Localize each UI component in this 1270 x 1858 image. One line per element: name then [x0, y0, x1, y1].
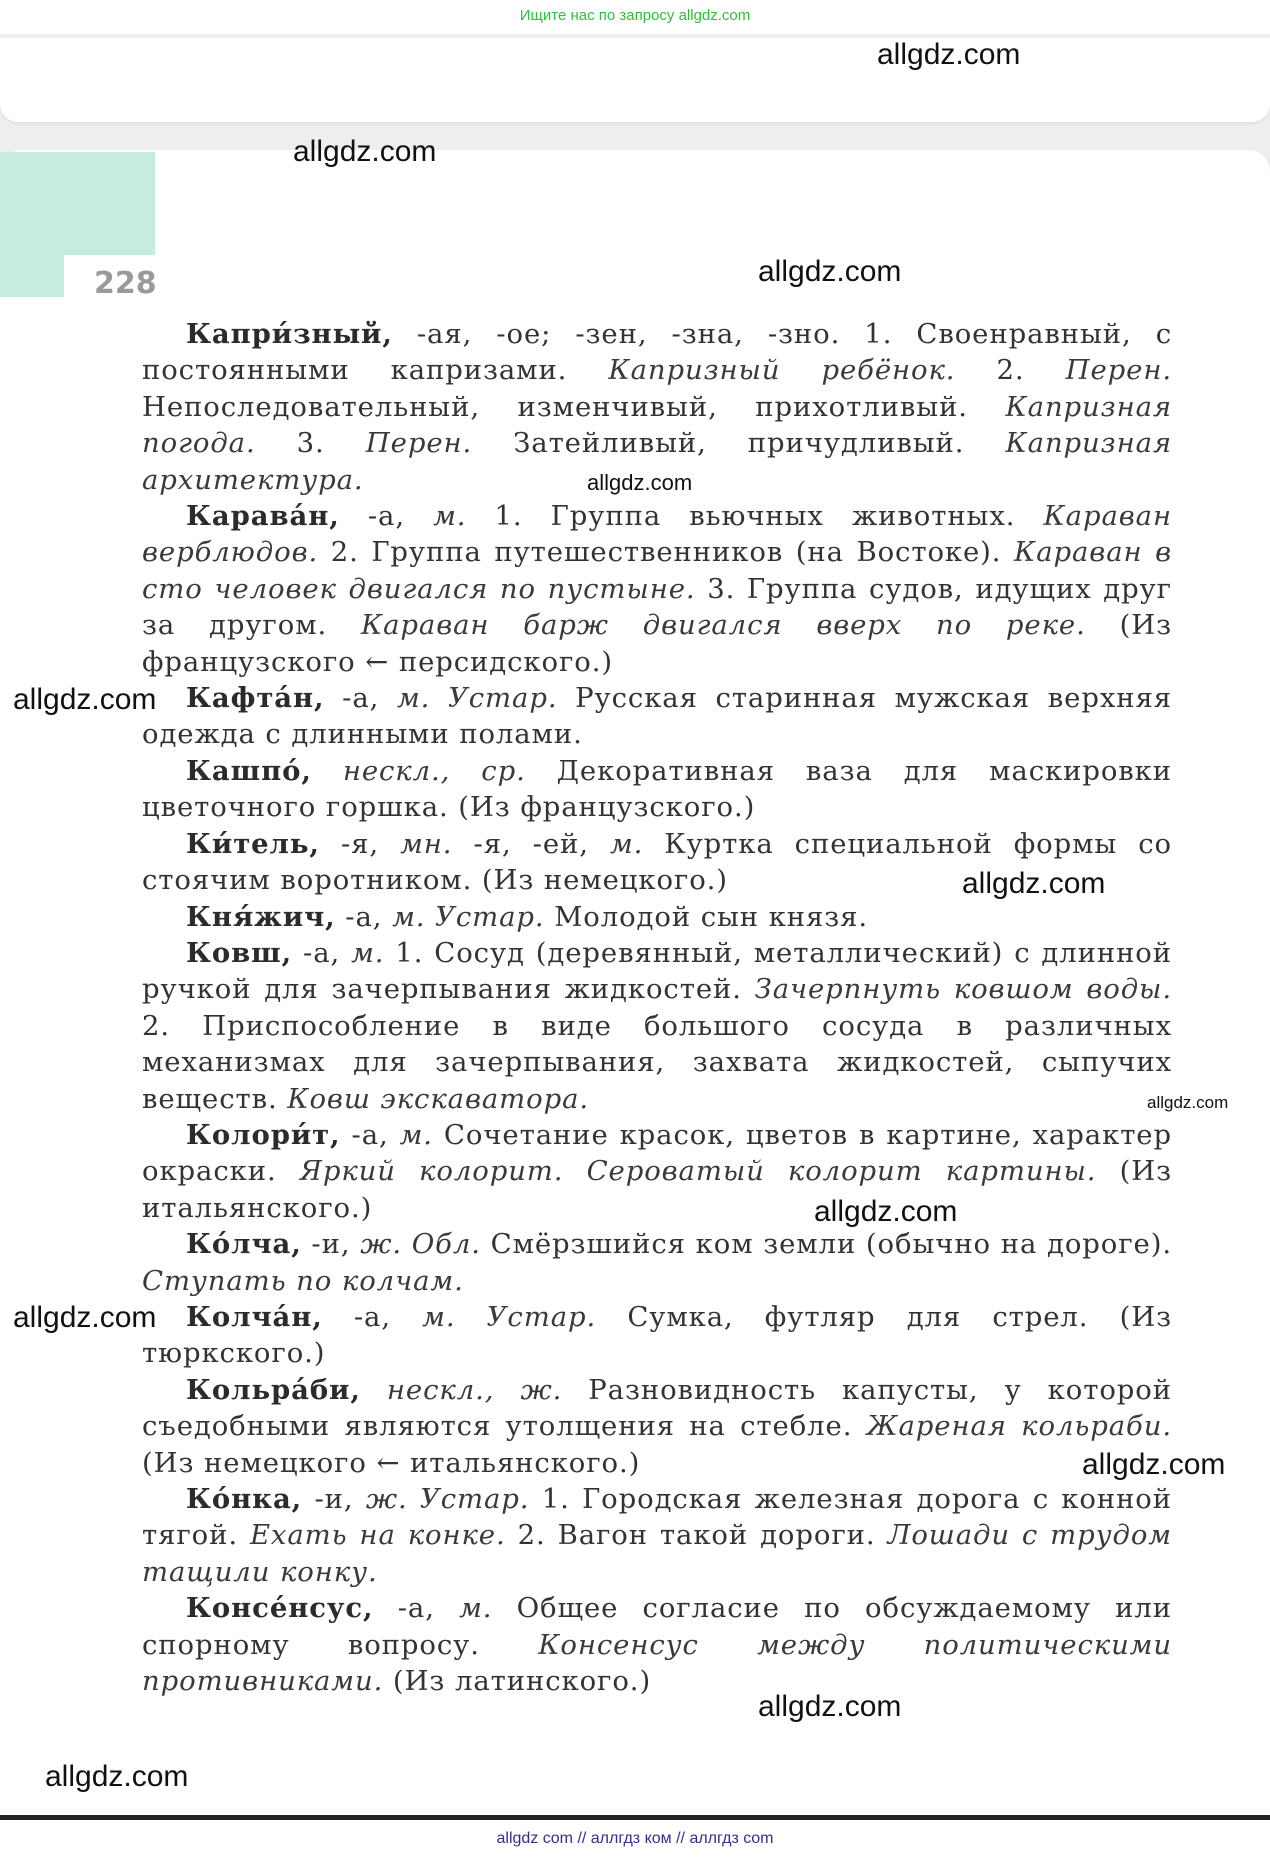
- watermark: allgdz.com: [814, 1195, 958, 1228]
- dictionary-entry: [142, 1372, 1172, 1481]
- dictionary-entry: [142, 935, 1172, 1117]
- entry-headword: Колори́т,: [186, 1118, 341, 1151]
- dictionary-entries: [142, 316, 1172, 1699]
- entry-definition: -я, мн. -я, -ей, м. Куртка специальной формы со стоячим воротником. (Из немецкого.): [142, 827, 1172, 897]
- page-number: 228: [94, 266, 157, 301]
- entry-definition: нескл., ср. Декоративная ваза для маскировки цветочного горшка. (Из французского.): [142, 754, 1172, 824]
- dictionary-entry: [142, 1117, 1172, 1226]
- entry-definition: -а, м. Общее согласие по обсуждаемому или спорному вопросу. Консенсус между политическими противниками. (Из латинского.): [142, 1592, 1172, 1698]
- watermark: allgdz.com: [293, 135, 437, 168]
- entry-definition: -а, м. Устар. Русская старинная мужская верхняя одежда с длинными полами.: [142, 682, 1172, 751]
- entry-headword: Карава́н,: [186, 500, 340, 533]
- top-card: [0, 38, 1270, 122]
- entry-headword: Кольра́би,: [186, 1373, 361, 1406]
- bottom-bar: [0, 1820, 1270, 1858]
- watermark: allgdz.com: [877, 38, 1021, 71]
- top-banner: [0, 0, 1270, 34]
- dictionary-entry: [142, 1299, 1172, 1372]
- entry-headword: Консе́нсус,: [186, 1592, 374, 1625]
- entry-definition: нескл., ж. Разновидность капусты, у которой съедобными являются утолщения на стебле. Жареная кольраби. (Из немецкого ← итальянского.): [142, 1373, 1172, 1479]
- dictionary-entry: [142, 1590, 1172, 1699]
- dictionary-entry: [142, 680, 1172, 753]
- watermark: allgdz.com: [1082, 1448, 1226, 1481]
- entry-definition: -и, ж. Устар. 1. Городская железная дорога с конной тягой. Ехать на конке. 2. Вагон такой дороги. Лошади с трудом тащили конку.: [142, 1483, 1172, 1588]
- entry-definition: -и, ж. Обл. Смёрзшийся ком земли (обычно на дороге). Ступать по колчам.: [142, 1228, 1172, 1297]
- dictionary-entry: [142, 498, 1172, 680]
- entry-headword: Кашпо́,: [186, 754, 312, 787]
- banner-text: Ищите нас по запросу allgdz.com: [519, 7, 751, 24]
- dictionary-entry: [142, 899, 1172, 935]
- entry-headword: Колча́н,: [186, 1300, 323, 1333]
- entry-headword: Кня́жич,: [186, 900, 336, 933]
- footer-text: allgdz com // аллгдз ком // аллгдз com: [496, 1830, 774, 1847]
- entry-headword: Ко́нка,: [186, 1483, 303, 1515]
- entry-headword: Ко́лча,: [186, 1228, 302, 1261]
- entry-definition: -а, м. 1. Группа вьючных животных. Караван верблюдов. 2. Группа путешественников (на Востоке). Караван в сто человек двигался по пустыне. 3. Группа судов, идущих друг за другом. Караван барж двигался вверх по реке. (Из французского ← персидского.): [142, 500, 1172, 678]
- entry-definition: -ая, -ое; -зен, -зна, -зно. 1. Своенравный, с постоянными капризами. Капризный ребёнок. 2. Перен. Непоследовательный, изменчивый, прихотливый. Капризная погода. 3. Перен. Затейливый, причудливый. Капризная архитектура.: [142, 318, 1172, 496]
- entry-headword: Ковш,: [186, 936, 293, 969]
- entry-headword: Кафта́н,: [186, 682, 325, 715]
- watermark: allgdz.com: [13, 683, 157, 716]
- watermark: allgdz.com: [45, 1760, 189, 1793]
- dictionary-entry: [142, 753, 1172, 826]
- watermark: allgdz.com: [758, 255, 902, 288]
- watermark: allgdz.com: [587, 470, 693, 495]
- dictionary-entry: [142, 1226, 1172, 1299]
- watermark: allgdz.com: [1147, 1093, 1229, 1112]
- watermark: allgdz.com: [758, 1690, 902, 1723]
- dictionary-entry: [142, 1481, 1172, 1590]
- entry-headword: Капри́зный,: [186, 318, 393, 350]
- entry-definition: -а, м. 1. Сосуд (деревянный, металлический) с длинной ручкой для зачерпывания жидкостей. Зачерпнуть ковшом воды. 2. Приспособление в виде большого сосуда в различных механизмах для зачерпывания, захвата жидкостей, сыпучих веществ. Ковш экскаватора.: [142, 936, 1172, 1115]
- entry-headword: Ки́тель,: [186, 827, 320, 860]
- entry-definition: -а, м. Сочетание красок, цветов в картине, характер окраски. Яркий колорит. Сероватый колорит картины. (Из итальянского.): [142, 1118, 1172, 1224]
- entry-definition: -а, м. Устар. Сумка, футляр для стрел. (Из тюркского.): [142, 1300, 1172, 1370]
- watermark: allgdz.com: [962, 867, 1106, 900]
- watermark: allgdz.com: [13, 1301, 157, 1334]
- entry-definition: -а, м. Устар. Молодой сын князя.: [335, 900, 869, 933]
